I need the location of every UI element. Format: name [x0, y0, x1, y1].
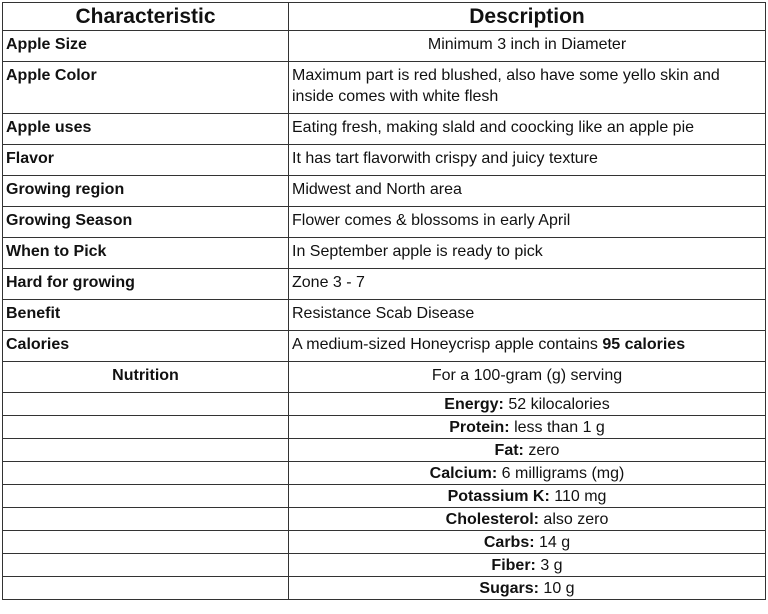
row-key: Apple Size [3, 31, 289, 62]
nutrient-cell [289, 508, 766, 531]
table-row [3, 238, 766, 269]
header-description: Description [289, 3, 766, 31]
nutrient-row [3, 577, 766, 600]
empty-cell [3, 485, 289, 508]
row-key: Apple uses [3, 114, 289, 145]
nutrient-value: 110 mg [549, 487, 607, 505]
row-value: Zone 3 - 7 [289, 269, 766, 300]
nutrient-label: Potassium K: [447, 487, 550, 505]
nutrient-value: 14 g [534, 533, 571, 551]
nutrient-value: less than 1 g [509, 418, 605, 436]
empty-cell [3, 393, 289, 416]
nutrition-serving: For a 100-gram (g) serving [289, 362, 766, 393]
nutrient-label: Protein: [449, 418, 510, 436]
header-row [3, 3, 766, 31]
nutrient-row [3, 393, 766, 416]
nutrient-row [3, 439, 766, 462]
nutrient-row [3, 554, 766, 577]
nutrient-value: 10 g [538, 579, 575, 597]
calories-prefix: A medium-sized Honeycrisp apple contains [292, 336, 603, 353]
calories-amount: 95 calories [602, 336, 686, 353]
nutrient-value: 3 g [535, 556, 563, 574]
nutrient-value: 6 milligrams (mg) [497, 464, 625, 482]
row-key: Hard for growing [3, 269, 289, 300]
nutrient-row [3, 531, 766, 554]
calories-row [3, 331, 766, 362]
row-value: Minimum 3 inch in Diameter [289, 31, 766, 62]
row-value: Resistance Scab Disease [289, 300, 766, 331]
row-key: Growing Season [3, 207, 289, 238]
row-key: Flavor [3, 145, 289, 176]
empty-cell [3, 577, 289, 600]
table-row [3, 300, 766, 331]
empty-cell [3, 416, 289, 439]
table-row [3, 176, 766, 207]
nutrient-value: 52 kilocalories [503, 395, 610, 413]
row-key: Growing region [3, 176, 289, 207]
nutrient-value: also zero [538, 510, 609, 528]
table-row [3, 145, 766, 176]
empty-cell [3, 531, 289, 554]
row-value: Flower comes & blossoms in early April [289, 207, 766, 238]
nutrient-label: Fiber: [491, 556, 536, 574]
row-key: Apple Color [3, 62, 289, 114]
calories-value [289, 331, 766, 362]
nutrition-row [3, 362, 766, 393]
row-value: It has tart flavorwith crispy and juicy texture [289, 145, 766, 176]
row-value: Midwest and North area [289, 176, 766, 207]
row-value: Maximum part is red blushed, also have some yello skin and inside comes with white flesh [289, 62, 766, 114]
empty-cell [3, 462, 289, 485]
nutrient-cell [289, 531, 766, 554]
empty-cell [3, 508, 289, 531]
nutrient-cell [289, 485, 766, 508]
table-row [3, 207, 766, 238]
nutrient-label: Cholesterol: [445, 510, 539, 528]
empty-cell [3, 439, 289, 462]
empty-cell [3, 554, 289, 577]
nutrient-label: Energy: [444, 395, 504, 413]
nutrient-row [3, 462, 766, 485]
header-characteristic: Characteristic [3, 3, 289, 31]
nutrient-cell [289, 462, 766, 485]
table-row [3, 269, 766, 300]
nutrient-label: Fat: [494, 441, 524, 459]
row-key: Benefit [3, 300, 289, 331]
nutrient-row [3, 508, 766, 531]
nutrient-label: Carbs: [483, 533, 535, 551]
nutrition-key: Nutrition [3, 362, 289, 393]
table-row [3, 62, 766, 114]
row-value: In September apple is ready to pick [289, 238, 766, 269]
nutrient-cell [289, 416, 766, 439]
nutrient-cell [289, 439, 766, 462]
row-key: When to Pick [3, 238, 289, 269]
row-value: Eating fresh, making slald and coocking like an apple pie [289, 114, 766, 145]
nutrient-cell [289, 554, 766, 577]
nutrient-cell [289, 393, 766, 416]
nutrient-label: Calcium: [429, 464, 498, 482]
nutrient-cell [289, 577, 766, 600]
nutrient-label: Sugars: [479, 579, 539, 597]
calories-key: Calories [3, 331, 289, 362]
nutrient-row [3, 416, 766, 439]
nutrient-row [3, 485, 766, 508]
apple-characteristics-table [2, 2, 766, 600]
table-row [3, 114, 766, 145]
table-row [3, 31, 766, 62]
nutrient-value: zero [523, 441, 560, 459]
